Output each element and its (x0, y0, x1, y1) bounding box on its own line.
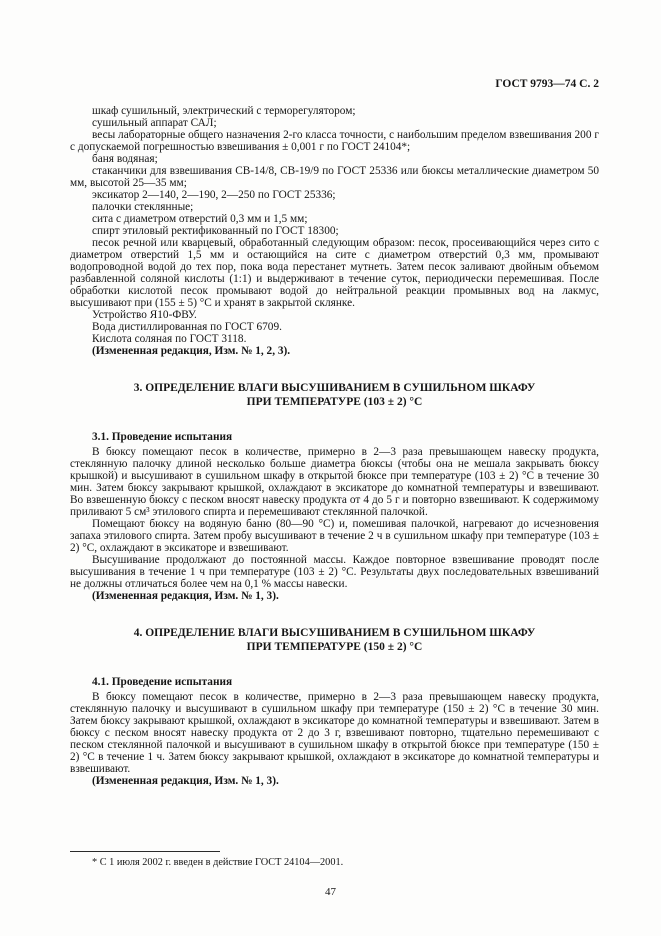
amendment-note: (Измененная редакция, Изм. № 1, 3). (92, 590, 279, 602)
section-3-paragraph: Высушивание продолжают до постоянной массы. Каждое повторное взвешивание проводят после высушивания в течение 1 ч при температуре (103 ± 2) °С. Результаты двух последовательных взвешиваний не должны отличаться более чем на 0,1 % массы навески. (70, 554, 599, 590)
section-4-paragraph: В бюксу помещают песок в количестве, примерно в 2—3 раза превышающем навеску продукта, стеклянную палочку и высушивают в сушильном шкафу при температуре (150 ± 2) °С в течение 30 мин. Затем бюксу закрывают крышкой, охлаждают в эксикаторе до комнатной температуры и взвешивают. Затем в бюксу с песком вносят навеску продукта от 2 до 3 г, взвешивают повторно, тщательно перемешивают с песком стеклянной палочкой и высушивают в сушильном шкафу в открытой бюксе при температуре (150 ± 2) °С в течение 1 ч. Затем бюксу закрывают крышкой, охлаждают в эксикаторе до комнатной температуры и взвешивают. (70, 691, 599, 775)
equipment-item: Вода дистиллированная по ГОСТ 6709. (92, 321, 282, 333)
footnote-divider (70, 851, 220, 852)
equipment-item: стаканчики для взвешивания СВ-14/8, СВ-19/9 по ГОСТ 25336 или бюксы металлические диаметром 50 мм, высотой 25—35 мм; (70, 165, 599, 189)
equipment-item: Кислота соляная по ГОСТ 3118. (92, 333, 247, 345)
section-4-heading-line-1: 4. ОПРЕДЕЛЕНИЕ ВЛАГИ ВЫСУШИВАНИЕМ В СУШИЛЬНОМ ШКАФУ (133, 627, 536, 639)
page-number: 47 (325, 886, 336, 898)
equipment-item: эксикатор 2—140, 2—190, 2—250 по ГОСТ 25336; (92, 189, 336, 201)
amendment-note: (Измененная редакция, Изм. № 1, 3). (92, 775, 279, 787)
equipment-item: песок речной или кварцевый, обработанный следующим образом: песок, просеивающийся через сито с диаметром отверстий 1,5 мм и остающийся на сите с диаметром отверстий 0,3 мм, промывают водопроводной водой до тех пор, пока вода перестанет мутнеть. Затем песок заливают двойным объемом разбавленной соляной кислоты (1:1) и выдерживают в течение суток, периодически перемешивая. После обработки кислотой песок промывают водой до нейтральной реакции промывных вод на лакмус, высушивают при (155 ± 5) °С и хранят в закрытой склянке. (70, 237, 599, 309)
section-3-paragraph: Помещают бюксу на водяную баню (80—90 °С) и, помешивая палочкой, нагревают до исчезновения запаха этилового спирта. Затем пробу высушивают в течение 2 ч в сушильном шкафу при температуре (103 ± 2) °С, охлаждают в эксикаторе и взвешивают. (70, 518, 599, 554)
equipment-item: палочки стеклянные; (92, 201, 194, 213)
section-3-heading (70, 382, 599, 409)
gost-reference-header: ГОСТ 9793—74 С. 2 (495, 78, 599, 90)
equipment-item: сита с диаметром отверстий 0,3 мм и 1,5 мм; (92, 213, 308, 225)
equipment-item: сушильный аппарат САЛ; (92, 117, 217, 129)
equipment-item: весы лабораторные общего назначения 2-го класса точности, с наибольшим пределом взвешивания 200 г с допускаемой погрешностью взвешивания ± 0,001 г по ГОСТ 24104*; (70, 129, 599, 153)
equipment-item: шкаф сушильный, электрический с терморегулятором; (92, 105, 356, 117)
section-3-heading-line-1: 3. ОПРЕДЕЛЕНИЕ ВЛАГИ ВЫСУШИВАНИЕМ В СУШИЛЬНОМ ШКАФУ (133, 382, 536, 394)
amendment-note: (Измененная редакция, Изм. № 1, 2, 3). (92, 345, 291, 357)
footnote-block (70, 851, 599, 868)
section-4-heading (70, 627, 599, 654)
equipment-item: спирт этиловый ректификованный по ГОСТ 18300; (92, 225, 339, 237)
equipment-item: баня водяная; (92, 153, 158, 165)
equipment-item: Устройство Я10-ФВУ. (92, 309, 197, 321)
footnote-text: * С 1 июля 2002 г. введен в действие ГОСТ 24104—2001. (92, 857, 344, 868)
section-3-paragraph: В бюксу помещают песок в количестве, примерно в 2—3 раза превышающем навеску продукта, стеклянную палочку длиной несколько больше диаметра бюксы (чтобы она не мешала закрывать бюксу крышкой) и высушивают в сушильном шкафу в открытой бюксе при температуре (103 ± 2) °С в течение 30 мин. Затем бюксу закрывают крышкой, охлаждают в эксикаторе до комнатной температуры и взвешивают. Во взвешенную бюксу с песком вносят навеску продукта от 4 до 5 г и повторно взвешивают. К содержимому приливают 5 см³ этилового спирта и перемешивают стеклянной палочкой. (70, 446, 599, 518)
section-3-subheading: 3.1. Проведение испытания (92, 431, 233, 443)
section-4-subheading: 4.1. Проведение испытания (92, 676, 233, 688)
section-4-heading-line-2: ПРИ ТЕМПЕРАТУРЕ (150 ± 2) °С (246, 640, 423, 653)
section-3-heading-line-2: ПРИ ТЕМПЕРАТУРЕ (103 ± 2) °С (246, 395, 423, 408)
